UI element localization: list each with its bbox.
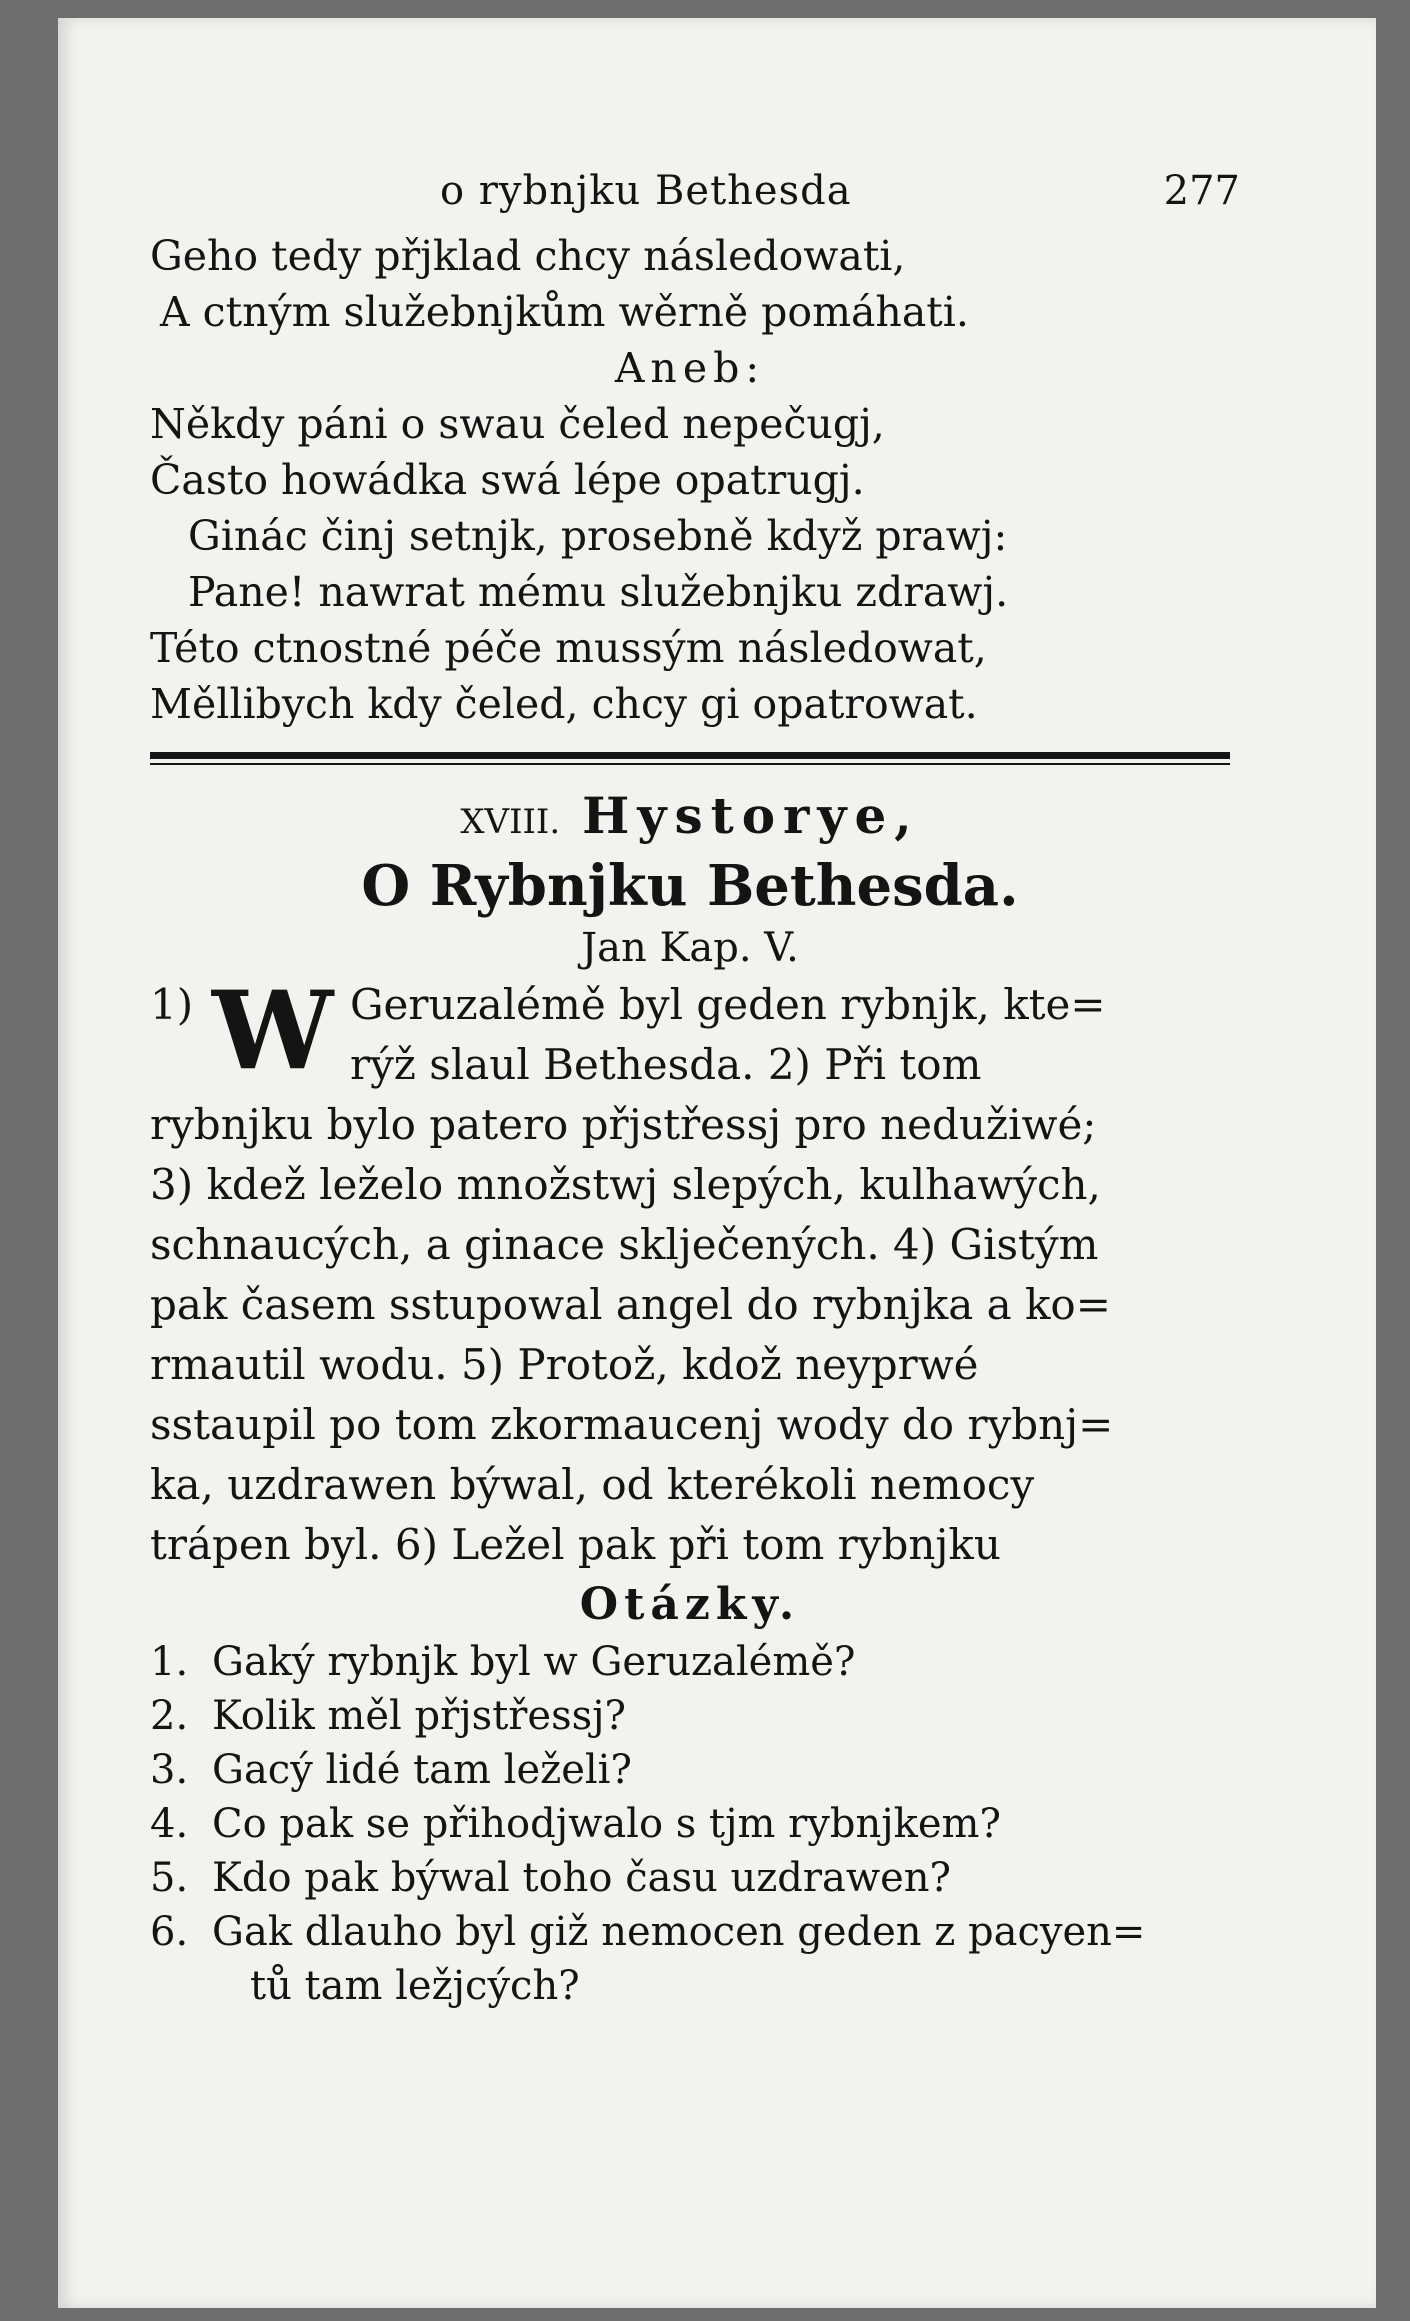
drop-cap: W [212,968,334,1094]
questions-heading: Otázky. [579,1579,801,1630]
question-text: Co pak se přihodjwalo s tjm rybnjkem? [212,1801,1001,1847]
verse-line: A ctným služebnjkům wěrně pomáhati. [160,288,969,336]
story-line: ka, uzdrawen býwal, od kterékoli nemocy [150,1460,1035,1509]
question-item [150,1635,1230,1689]
section-number: XVIII. [460,802,561,842]
question-text: Kolik měl přjstřessj? [212,1693,626,1739]
story-line: pak časem sstupowal angel do rybnjka a ko= [150,1280,1111,1329]
section-title: Hystorye, [582,786,920,845]
verse-line: Aneb: [614,344,766,392]
story-line: trápen byl. 6) Ležel pak při tom rybnjku [150,1520,1001,1569]
question-number: 4. [150,1801,189,1847]
question-item [150,1905,1230,1959]
page-number: 277 [1163,168,1240,214]
verse-line: Měllibych kdy čeled, chcy gi opatrowat. [150,680,978,728]
verse-line: Ginác činj setnjk, prosebně když prawj: [188,512,1008,560]
story-line: 3) kdež leželo množstwj slepých, kulhawých, [150,1160,1101,1209]
question-number: 5. [150,1855,189,1901]
story-line: rmautil wodu. 5) Protož, kdož neyprwé [150,1340,979,1389]
question-item [150,1743,1230,1797]
story-line: sstaupil po tom zkormaucenj wody do rybnj= [150,1400,1114,1449]
story-line-text: Geruzalémě byl geden rybnjk, kte= [350,980,1106,1029]
divider-thin-rule [150,763,1230,765]
scripture-reference: Jan Kap. V. [581,925,799,971]
verse-line: Pane! nawrat mému služebnjku zdrawj. [188,568,1009,616]
verse-number: 1) [150,980,194,1029]
question-item [150,1689,1230,1743]
verse-line: Často howádka swá lépe opatrugj. [150,456,865,504]
divider-thick-rule [150,752,1230,759]
question-text: Gaký rybnjk byl w Geruzalémě? [212,1639,856,1685]
section-divider [150,752,1230,765]
verse-line: Geho tedy přjklad chcy následowati, [150,232,906,280]
running-head [150,168,1240,228]
story-line: rybnjku bylo patero přjstřessj pro nedužiwé; [150,1100,1097,1149]
question-text: Gak dlauho byl giž nemocen geden z pacyen= [212,1909,1146,1955]
book-page [58,18,1376,2308]
section-heading [150,787,1230,851]
verse-line: Této ctnostné péče mussým následowat, [150,624,987,672]
story-line: rýž slaul Bethesda. 2) Při tom [350,1040,982,1089]
questions-list [150,1635,1230,2013]
page-content [150,168,1240,2013]
question-number: 6. [150,1909,189,1955]
verse-block [150,228,1230,732]
running-head-title: o rybnjku Bethesda [440,168,852,214]
story-text [150,968,1230,1575]
question-number: 2. [150,1693,189,1739]
question-item [150,1797,1230,1851]
story-line: schnaucých, a ginace sklječených. 4) Gistým [150,1220,1099,1269]
question-text: Kdo pak býwal toho času uzdrawen? [212,1855,951,1901]
question-text: Gacý lidé tam leželi? [212,1747,632,1793]
question-item [150,1851,1230,1905]
question-continuation: tů tam ležjcých? [250,1963,580,2009]
section-subtitle: O Rybnjku Bethesda. [361,853,1019,919]
verse-line: Někdy páni o swau čeled nepečugj, [150,400,885,448]
question-number: 1. [150,1639,189,1685]
question-number: 3. [150,1747,189,1793]
